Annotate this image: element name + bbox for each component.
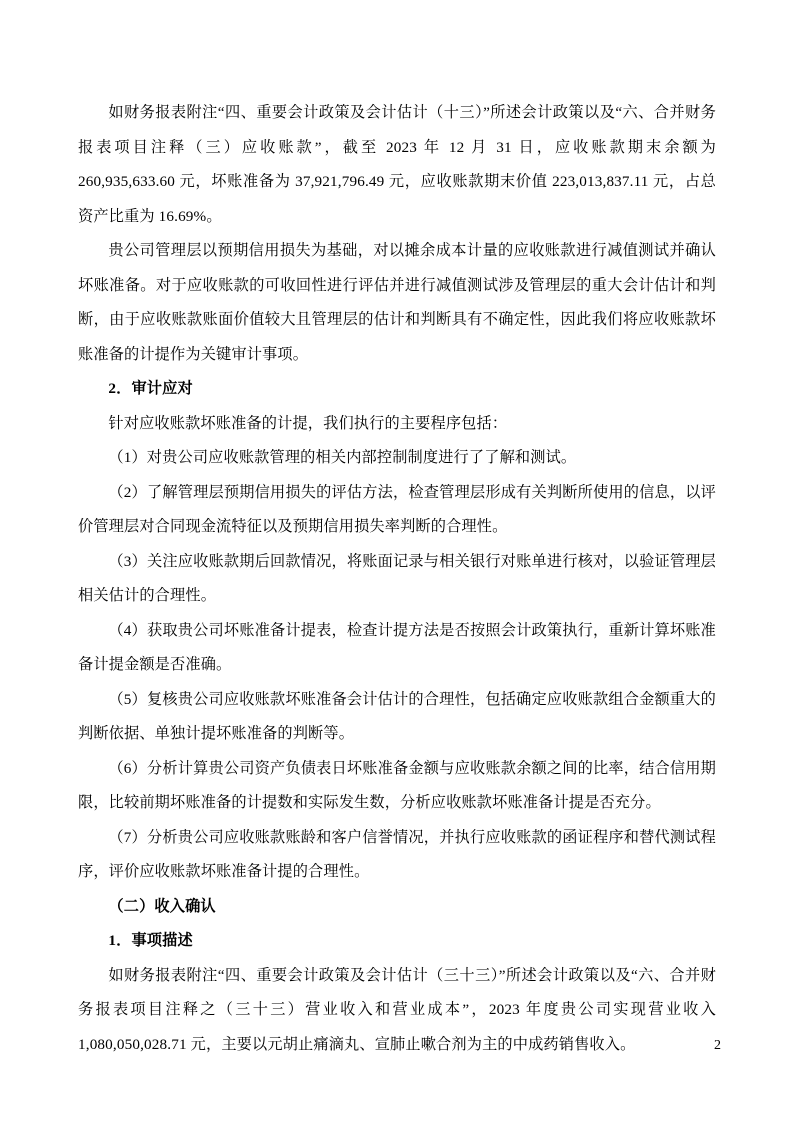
paragraph: 针对应收账款坏账准备的计提，我们执行的主要程序包括： [108,414,508,432]
list-item: （1）对贵公司应收账款管理的相关内部控制制度进行了了解和测试。 [108,449,577,466]
list-item: （6）分析计算贵公司资产负债表日坏账准备金额与应收账款余额之间的比率，结合信用期限，比较前期坏账准备的计提数和实际发生数，分析应收账款坏账准备计提是否充分。 [78,759,716,811]
document-body [78,96,716,1062]
paragraph: 如财务报表附注“四、重要会计政策及会计估计（三十三）”所述会计政策以及“六、合并财务报表项目注释之（三十三）营业收入和营业成本”，2023 年度贵公司实现营业收入 1,080,050,028.71 元，主要以元胡止痛滴丸、宣肺止嗽合剂为主的中成药销售收入。 [78,966,716,1053]
list-item: （2）了解管理层预期信用损失的评估方法，检查管理层形成有关判断所使用的信息，以评价管理层对合同现金流特征以及预期信用损失率判断的合理性。 [78,483,716,535]
paragraph: 如财务报表附注“四、重要会计政策及会计估计（十三）”所述会计政策以及“六、合并财务报表项目注释（三）应收账款”，截至 2023 年 12 月 31 日，应收账款期末余额为 260,935,633.60 元，坏账准备为 37,921,796.49 元，应收账款期末价值 223,013,837.11 元，占总资产比重为 16.69%。 [78,104,716,225]
section-heading-matter-description: 1．事项描述 [108,932,193,949]
list-item: （3）关注应收账款期后回款情况，将账面记录与相关银行对账单进行核对，以验证管理层相关估计的合理性。 [78,552,716,604]
page-number: 2 [714,1038,721,1053]
section-heading-revenue-recognition: （二）收入确认 [108,897,216,915]
list-item: （5）复核贵公司应收账款坏账准备会计估计的合理性，包括确定应收账款组合金额重大的判断依据、单独计提坏账准备的判断等。 [78,690,716,742]
section-heading-audit-response: 2．审计应对 [108,380,193,397]
paragraph: 贵公司管理层以预期信用损失为基础，对以摊余成本计量的应收账款进行减值测试并确认坏账准备。对于应收账款的可收回性进行评估并进行减值测试涉及管理层的重大会计估计和判断，由于应收账款账面价值较大且管理层的估计和判断具有不确定性，因此我们将应收账款坏账准备的计提作为关键审计事项。 [78,242,716,363]
list-item: （7）分析贵公司应收账款账龄和客户信誉情况，并执行应收账款的函证程序和替代测试程序，评价应收账款坏账准备计提的合理性。 [78,828,716,880]
list-item: （4）获取贵公司坏账准备计提表，检查计提方法是否按照会计政策执行，重新计算坏账准备计提金额是否准确。 [78,621,716,673]
